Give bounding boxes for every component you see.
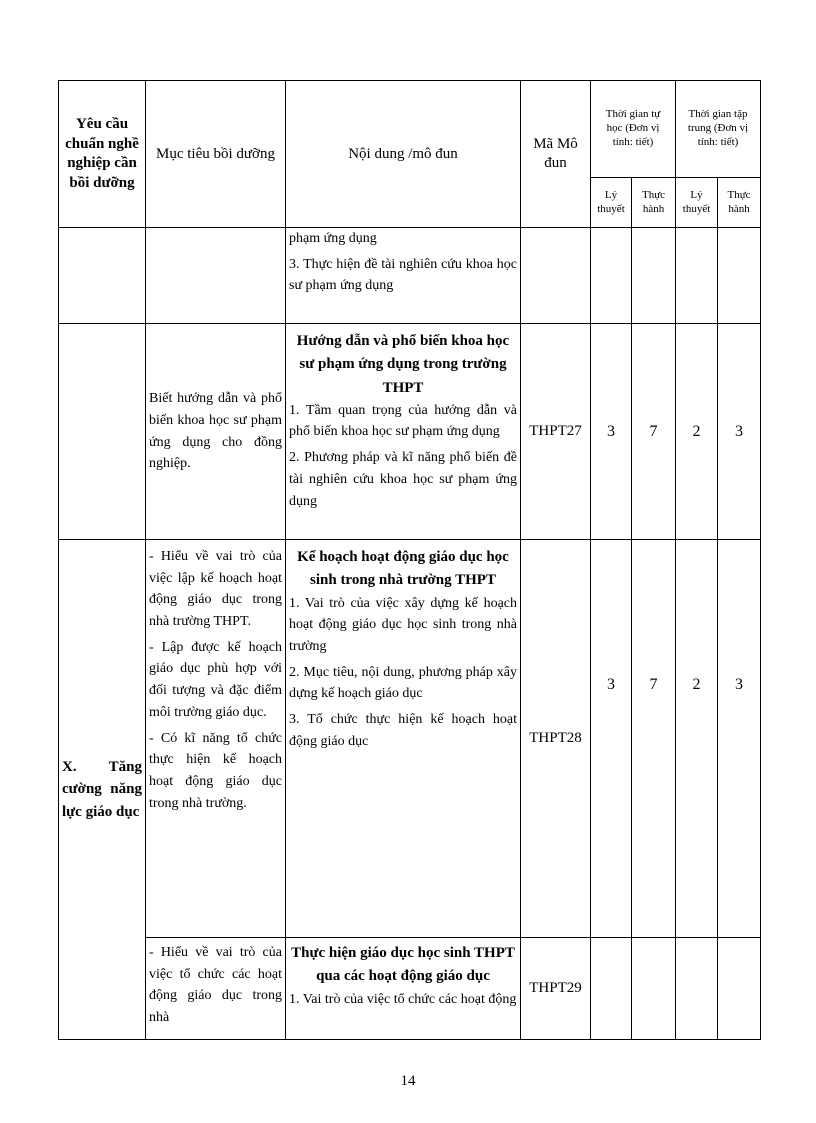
requirement-cell (59, 228, 146, 324)
self-theory-hours: 3 (591, 540, 632, 938)
objective-cell (146, 540, 286, 938)
self-practice-hours: 7 (632, 540, 676, 938)
header-conc-theory: Lý thuyết (676, 178, 718, 228)
content-line: 3. Thực hiện đề tài nghiên cứu khoa học sư phạm ứng dụng (289, 256, 517, 294)
content-line: phạm ứng dụng (289, 231, 377, 246)
self-practice-hours: 7 (632, 324, 676, 540)
header-self-practice: Thực hành (632, 178, 676, 228)
table-row (59, 540, 761, 938)
conc-theory-hours: 2 (676, 540, 718, 938)
module-title: Kế hoạch hoạt động giáo dục học sinh trong nhà trường THPT (297, 549, 509, 589)
objective-cell (146, 324, 286, 540)
objective-text: Biết hướng dẫn và phổ biến khoa học sư phạm ứng dụng cho đồng nghiệp. (149, 391, 282, 472)
objective-item: - Có kĩ năng tổ chức thực hiện kế hoạch hoạt động giáo dục trong nhà trường. (149, 730, 282, 811)
content-item: 1. Vai trò của việc tổ chức các hoạt động (289, 991, 517, 1007)
requirement-text: X. Tăng cường năng lực giáo dục (62, 758, 142, 820)
hours-cell (676, 228, 718, 324)
content-cell (286, 938, 521, 1040)
table-row (59, 938, 761, 1040)
header-code: Mã Mô đun (521, 81, 591, 228)
training-plan-table (58, 80, 761, 1040)
code-cell (521, 228, 591, 324)
header-content: Nội dung /mô đun (286, 81, 521, 228)
table-row (59, 228, 761, 324)
content-cell (286, 540, 521, 938)
requirement-cell (59, 324, 146, 540)
hours-cell (676, 938, 718, 1040)
content-item: 1. Vai trò của việc xây dựng kế hoạch hoạt động giáo dục học sinh trong nhà trường (289, 595, 517, 654)
header-self-theory: Lý thuyết (591, 178, 632, 228)
hours-cell (632, 228, 676, 324)
header-requirement: Yêu cầu chuẩn nghề nghiệp cần bồi dưỡng (59, 81, 146, 228)
header-self-study: Thời gian tự học (Đơn vị tính: tiết) (591, 81, 676, 178)
module-title: Thực hiện giáo dục học sinh THPT qua các hoạt động giáo dục (291, 945, 515, 985)
hours-cell (632, 938, 676, 1040)
hours-cell (718, 938, 761, 1040)
content-cell (286, 324, 521, 540)
objective-item: - Hiểu về vai trò của việc lập kế hoạch hoạt động giáo dục trong nhà trường THPT. (149, 549, 282, 630)
content-item: 3. Tổ chức thực hiện kế hoạch hoạt động giáo dục (289, 711, 517, 749)
content-item: 2. Mục tiêu, nội dung, phương pháp xây dựng kế hoạch giáo dục (289, 664, 517, 702)
content-cell (286, 228, 521, 324)
conc-theory-hours: 2 (676, 324, 718, 540)
conc-practice-hours: 3 (718, 540, 761, 938)
objective-item: - Hiểu về vai trò của việc tổ chức các hoạt động giáo dục trong nhà (149, 945, 282, 1026)
content-item: 1. Tầm quan trọng của hướng dẫn và phổ biến khoa học sư phạm ứng dụng (289, 402, 517, 440)
hours-cell (591, 228, 632, 324)
module-title: Hướng dẫn và phổ biến khoa học sư phạm ứng dụng trong trường THPT (296, 333, 510, 396)
header-concentrated: Thời gian tập trung (Đơn vị tính: tiết) (676, 81, 761, 178)
table-row (59, 324, 761, 540)
conc-practice-hours: 3 (718, 324, 761, 540)
header-row (59, 81, 761, 178)
requirement-cell (59, 540, 146, 1040)
module-code: THPT27 (521, 324, 591, 540)
header-objective: Mục tiêu bồi dưỡng (146, 81, 286, 228)
module-code: THPT29 (521, 938, 591, 1040)
objective-cell (146, 938, 286, 1040)
objective-item: - Lập được kế hoạch giáo dục phù hợp với đối tượng và đặc điểm môi trường giáo dục. (149, 639, 282, 720)
header-conc-practice: Thực hành (718, 178, 761, 228)
objective-cell (146, 228, 286, 324)
hours-cell (718, 228, 761, 324)
module-code: THPT28 (521, 540, 591, 938)
hours-cell (591, 938, 632, 1040)
self-theory-hours: 3 (591, 324, 632, 540)
page-number: 14 (400, 1073, 416, 1089)
content-item: 2. Phương pháp và kĩ năng phổ biến đề tài nghiên cứu khoa học sư phạm ứng dụng (289, 450, 517, 509)
